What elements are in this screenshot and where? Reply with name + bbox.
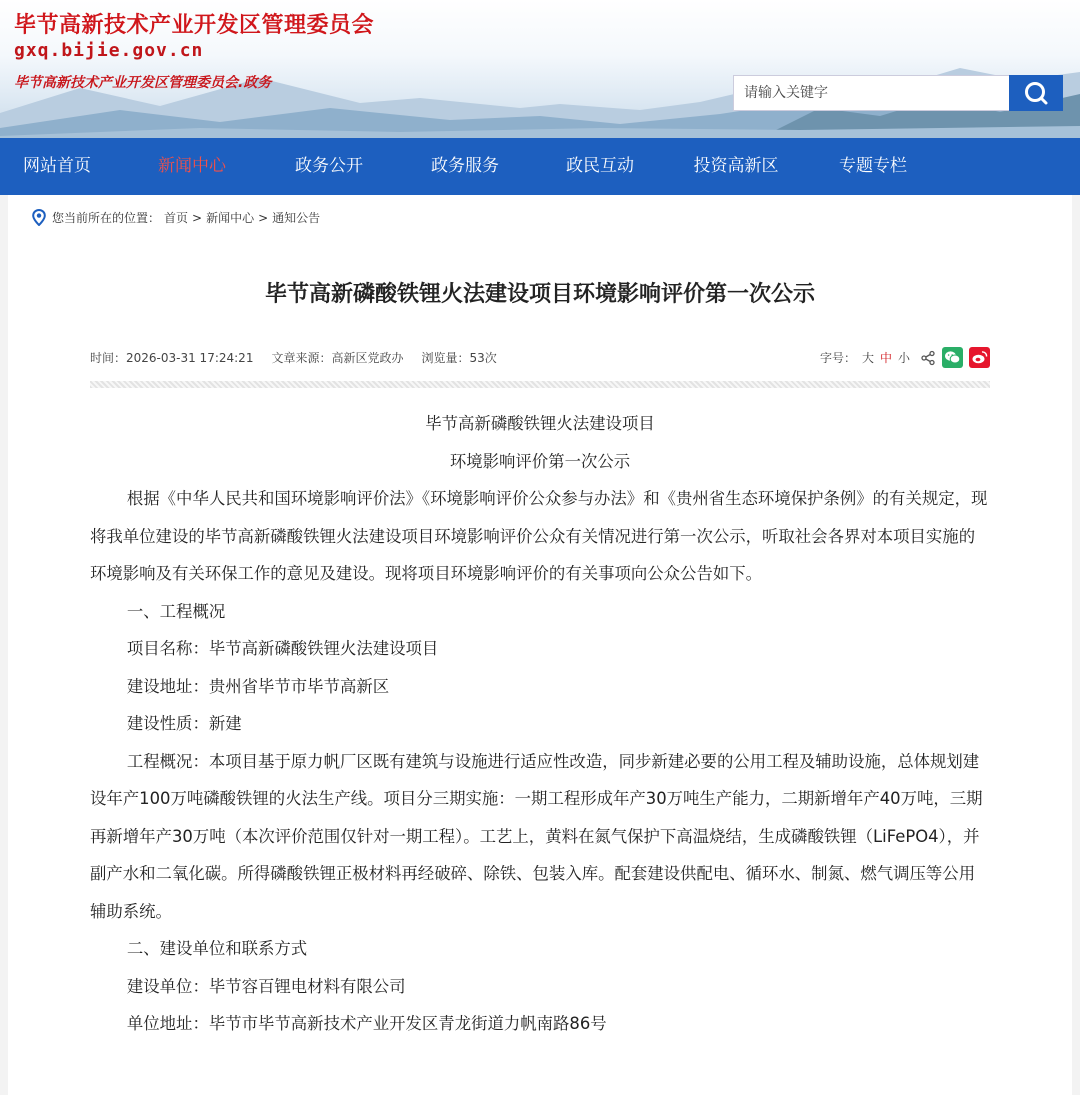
- nav-item-news[interactable]: 新闻中心: [158, 156, 226, 176]
- meta-tools: [820, 347, 990, 368]
- meta-views: 浏览量：53次: [421, 351, 497, 365]
- body-paragraph: 工程概况：本项目基于原力帆厂区既有建筑与设施进行适应性改造，同步新建必要的公用工程及辅助设施，总体规划建设年产100万吨磷酸铁锂的火法生产线。项目分三期实施：一期工程形成年产30万吨生产能力，二期新增年产40万吨，三期再新增年产30万吨（本次评价范围仅针对一期工程）。工艺上，黄料在氮气保护下高温烧结，生成磷酸铁锂（LiFePO4），并副产水和二氧化碳。所得磷酸铁锂正极材料再经破碎、除铁、包装入库。配套建设供配电、循环水、制氮、燃气调压等公用辅助系统。: [90, 751, 983, 921]
- nav-item-interaction[interactable]: 政民互动: [566, 156, 634, 176]
- meta-time: 时间：2026-03-31 17:24:21: [90, 351, 254, 365]
- breadcrumb-separator: >: [192, 210, 203, 225]
- font-size-small[interactable]: 小: [897, 351, 910, 365]
- article-container: [8, 195, 1072, 1095]
- breadcrumb-news[interactable]: 新闻中心: [206, 211, 255, 225]
- wechat-share-icon[interactable]: [942, 347, 963, 368]
- body-paragraph: 项目名称：毕节高新磷酸铁锂火法建设项目: [126, 639, 439, 658]
- nav-item-special[interactable]: 专题专栏: [839, 156, 907, 176]
- body-paragraph: 建设性质：新建: [126, 714, 242, 733]
- site-subtitle: 毕节高新技术产业开发区管理委员会.政务: [14, 75, 272, 91]
- site-title: 毕节高新技术产业开发区管理委员会: [14, 13, 375, 38]
- location-pin-icon: [32, 209, 46, 226]
- weibo-share-icon[interactable]: [969, 347, 990, 368]
- breadcrumb-separator: >: [258, 210, 269, 225]
- nav-item-gov-open[interactable]: 政务公开: [295, 156, 363, 176]
- article-body: [90, 405, 990, 1043]
- header-banner: [0, 0, 1080, 138]
- search-icon: [1023, 80, 1049, 106]
- font-size-label: 字号：: [819, 351, 856, 365]
- main-nav: [0, 138, 1080, 195]
- font-size-large[interactable]: 大: [861, 351, 874, 365]
- body-paragraph: 单位地址：毕节市毕节高新技术产业开发区青龙街道力帆南路86号: [126, 1014, 607, 1033]
- body-section-heading: 二、建设单位和联系方式: [126, 939, 308, 958]
- search-button[interactable]: [1009, 75, 1063, 111]
- meta-source: 文章来源：高新区党政办: [271, 351, 404, 365]
- site-domain: gxq.bijie.gov.cn: [14, 40, 204, 61]
- body-heading-line-1: 毕节高新磷酸铁锂火法建设项目: [425, 414, 655, 433]
- share-icon[interactable]: [920, 350, 936, 366]
- body-paragraph: 建设单位：毕节容百锂电材料有限公司: [126, 976, 406, 996]
- body-paragraph: 根据《中华人民共和国环境影响评价法》《环境影响评价公众参与办法》和《贵州省生态环境保护条例》的有关规定，现将我单位建设的毕节高新磷酸铁锂火法建设项目环境影响评价公众有关情况进行第一次公示，听取社会各界对本项目实施的环境影响及有关环保工作的意见及建设。现将项目环境影响评价的有关事项向公众公告如下。: [90, 489, 988, 583]
- article-meta: [90, 347, 990, 368]
- nav-item-home[interactable]: 网站首页: [23, 156, 91, 176]
- breadcrumb-notice[interactable]: 通知公告: [272, 211, 321, 225]
- breadcrumb-prefix: 您当前所在的位置：: [52, 211, 161, 225]
- search-input[interactable]: [733, 75, 1009, 111]
- font-size-medium[interactable]: 中: [879, 351, 892, 365]
- article-title: 毕节高新磷酸铁锂火法建设项目环境影响评价第一次公示: [264, 282, 815, 307]
- title-divider: [90, 381, 990, 388]
- breadcrumb: [32, 209, 324, 226]
- nav-item-investment[interactable]: 投资高新区: [693, 156, 779, 176]
- search-box: [733, 75, 1063, 111]
- breadcrumb-home[interactable]: 首页: [164, 211, 189, 225]
- body-paragraph: 建设地址：贵州省毕节市毕节高新区: [126, 676, 390, 696]
- body-section-heading: 一、工程概况: [126, 601, 226, 621]
- nav-item-gov-service[interactable]: 政务服务: [431, 156, 499, 176]
- body-heading-line-2: 环境影响评价第一次公示: [449, 451, 631, 471]
